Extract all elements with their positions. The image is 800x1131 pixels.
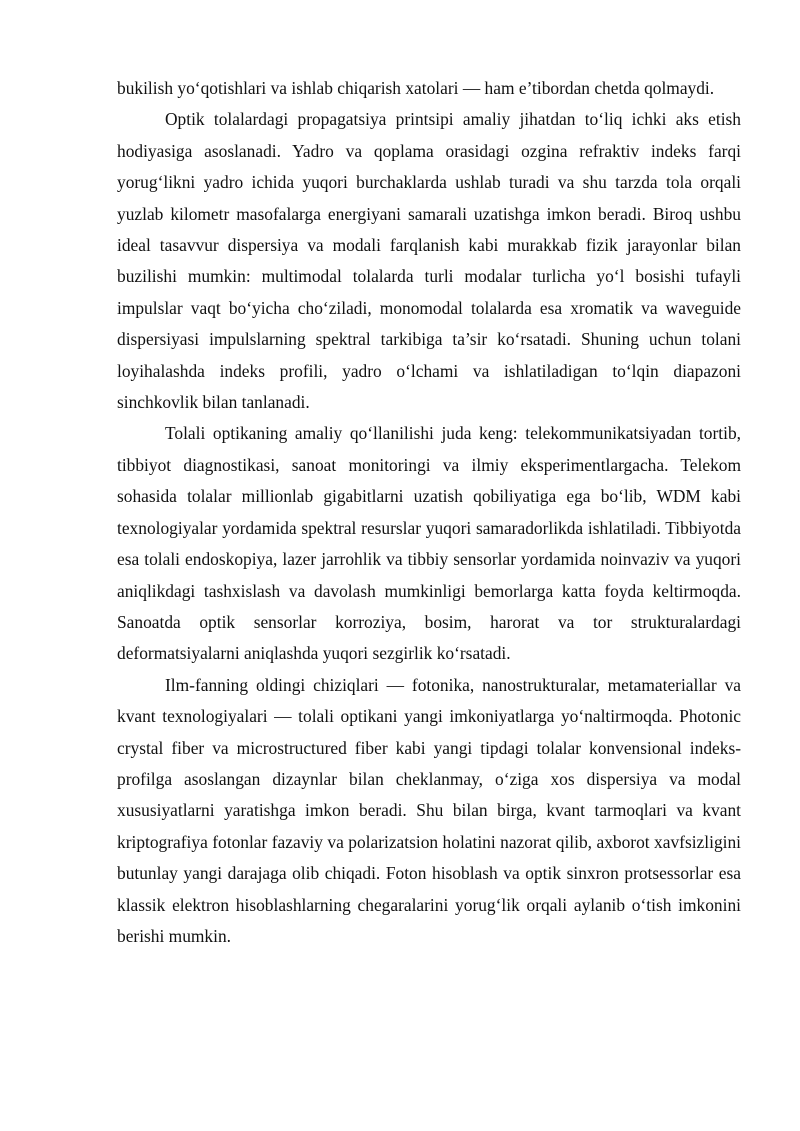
paragraph-applications: Tolali optikaning amaliy qo‘llanilishi juda keng: telekommunikatsiyadan tortib, tibbiyot diagnostikasi, sanoat monitoringi va ilmiy eksperimentlargacha. Telekom sohasida tolalar millionlab gigabitlarni uzatish qobiliyatiga ega bo‘lib, WDM kabi texnologiyalar yordamida spektral resurslar yuqori samaradorlikda ishlatiladi. Tibbiyotda esa tolali endoskopiya, lazer jarrohlik va tibbiy sensorlar yordamida noinvaziv va yuqori aniqlikdagi tashxislash va davolash mumkinligi bemorlarga katta foyda keltirmoqda. Sanoatda optik sensorlar korroziya, bosim, harorat va tor strukturalardagi deformatsiyalarni aniqlashda yuqori sezgirlik ko‘rsatadi.: [117, 423, 741, 664]
paragraph-propagation: Optik tolalardagi propagatsiya printsipi amaliy jihatdan to‘liq ichki aks etish hodiyasiga asoslanadi. Yadro va qoplama orasidagi ozgina refraktiv indeks farqi yorug‘likni yadro ichida yuqori burchaklarda ushlab turadi va shu tarzda tola orqali yuzlab kilometr masofalarga energiyani samarali uzatishga imkon beradi. Biroq ushbu ideal tasavvur dispersiya va modali farqlanish kabi murakkab fizik jarayonlar bilan buzilishi mumkin: multimodal tolalarda turli modalar turlicha yo‘l bosishi tufayli impulslar vaqt bo‘yicha cho‘ziladi, monomodal tolalarda esa xromatik va waveguide dispersiyasi impulslarning spektral tarkibiga ta’sir ko‘rsatadi. Shuning uchun tolani loyihalashda indeks profili, yadro o‘lchami va ishlatiladigan to‘lqin diapazoni sinchkovlik bilan tanlanadi.: [117, 109, 741, 413]
document-page: [117, 73, 741, 952]
paragraph-continuation: bukilish yo‘qotishlari va ishlab chiqarish xatolari — ham e’tibordan chetda qolmaydi.: [117, 78, 715, 98]
paragraph-frontiers: Ilm-fanning oldingi chiziqlari — fotonika, nanostrukturalar, metamateriallar va kvant texnologiyalari — tolali optikani yangi imkoniyatlarga yo‘naltirmoqda. Photonic crystal fiber va microstructured fiber kabi yangi tipdagi tolalar konvensional indeks-profilga asoslangan dizaynlar bilan cheklanmay, o‘ziga xos dispersiya va modal xususiyatlarni yaratishga imkon beradi. Shu bilan birga, kvant tarmoqlari va kvant kriptografiya fotonlar fazaviy va polarizatsion holatini nazorat qilib, axborot xavfsizligini butunlay yangi darajaga olib chiqadi. Foton hisoblash va optik sinxron protsessorlar esa klassik elektron hisoblashlarning chegaralarini yorug‘lik orqali aylanib o‘tish imkonini berishi mumkin.: [117, 674, 741, 946]
